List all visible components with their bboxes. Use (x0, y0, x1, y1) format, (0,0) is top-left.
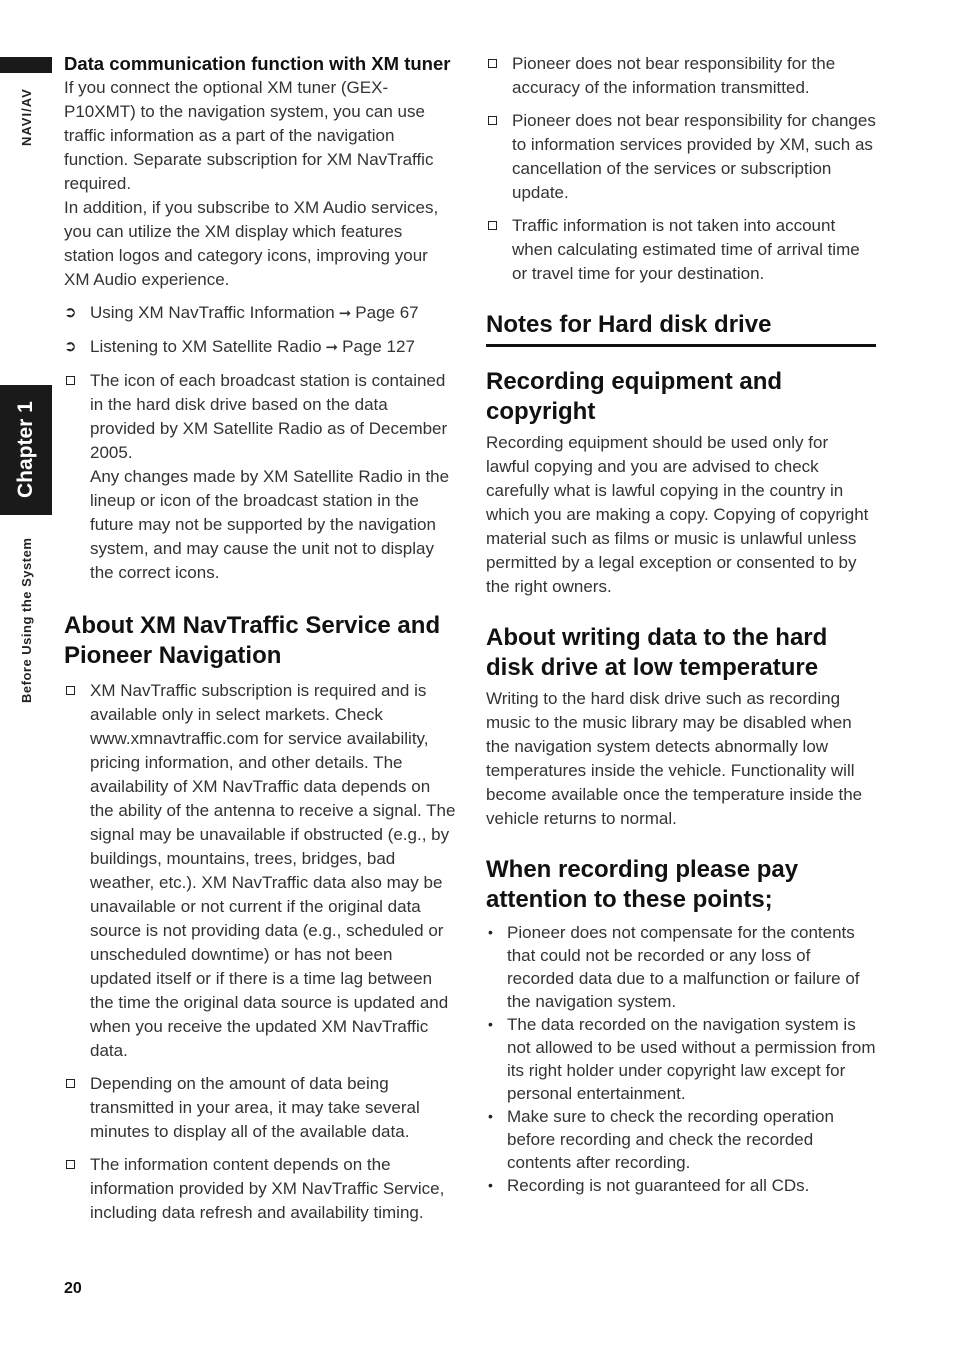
bullet-dot-icon: • (488, 1016, 493, 1032)
note-text: XM NavTraffic subscription is required and is available only in select markets. Check www.xmnavtraffic.com for service availability, pricing information, and other details. The availability of XM NavTraffic data depends on the ability of the antenna to receive a signal. The signal may be unavailable if obstructed (e.g., by buildings, mountains, trees, bridges, bad weather, etc.). XM NavTraffic data also may be unavailable or not current if the original data source is not providing data (e.g., scheduled or unscheduled downtime) or has not been updated itself or if there is a time lag between the time the original data source is updated and when you receive the updated XM NavTraffic data. (90, 681, 456, 1060)
note-text: Any changes made by XM Satellite Radio in the lineup or icon of the broadcast station in the future may not be supported by the navigation system, and may cause the unit not to display the correct icons. (90, 467, 450, 582)
arrow-right-icon: ➞ (338, 305, 352, 322)
checkbox-square-icon (66, 376, 75, 385)
checkbox-square-icon (488, 59, 497, 68)
list-item (486, 1013, 876, 1105)
bullet-dot-icon: • (488, 1177, 493, 1193)
page-reference (64, 335, 456, 360)
paragraph-low-temperature: Writing to the hard disk drive such as recording music to the music library may be disabled when the navigation system detects abnormally low temperatures inside the vehicle. Functionality will become available once the temperature inside the vehicle returns to normal. (486, 689, 863, 828)
note-item (64, 1072, 456, 1144)
note-item (64, 1153, 456, 1225)
heading-low-temperature: About writing data to the hard disk drive at low temperature (486, 624, 828, 681)
list-item-text: The data recorded on the navigation system is not allowed to be used without a permission from its right holder under copyright law except for personal entertainment. (507, 1015, 876, 1103)
reference-text: Listening to XM Satellite Radio (90, 337, 322, 356)
checkbox-square-icon (488, 221, 497, 230)
note-item (64, 679, 456, 1063)
paragraph-xm-audio: In addition, if you subscribe to XM Audio services, you can utilize the XM display which features station logos and category icons, improving your XM Audio experience. (64, 198, 439, 289)
note-item (64, 369, 456, 585)
note-text: The information content depends on the information provided by XM NavTraffic Service, including data refresh and availability timing. (90, 1155, 445, 1222)
note-text: Pioneer does not bear responsibility for the accuracy of the information transmitted. (512, 54, 836, 97)
note-text: Traffic information is not taken into account when calculating estimated time of arrival time or travel time for your destination. (512, 216, 860, 283)
list-item-text: Recording is not guaranteed for all CDs. (507, 1176, 810, 1195)
sidebar-navi-av-label: NAVI/AV (19, 88, 34, 146)
note-text: The icon of each broadcast station is contained in the hard disk drive based on the data provided by XM Satellite Radio as of December 2005. (90, 371, 448, 462)
bullet-list (486, 921, 876, 1197)
checkbox-square-icon (66, 1079, 75, 1088)
paragraph-recording: Recording equipment should be used only for lawful copying and you are advised to check carefully what is lawful copying in the country in which you are making a copy. Copying of copyright material such as films or music is unlawful unless permitted by a legal exception or consented to by the right owners. (486, 433, 869, 596)
bullet-dot-icon: • (488, 1108, 493, 1124)
checkbox-square-icon (488, 116, 497, 125)
reference-arrow-icon: ➲ (64, 304, 77, 321)
note-text: Depending on the amount of data being transmitted in your area, it may take several minutes to display all of the available data. (90, 1074, 420, 1141)
chapter-tab: Chapter 1 (0, 385, 52, 515)
list-item (486, 921, 876, 1013)
heading-about-xm-navtraffic: About XM NavTraffic Service and Pioneer Navigation (64, 612, 441, 669)
left-column (64, 52, 456, 1225)
bullet-dot-icon: • (488, 924, 493, 940)
reference-arrow-icon: ➲ (64, 338, 77, 355)
note-item (486, 52, 876, 100)
checkbox-square-icon (66, 686, 75, 695)
arrow-right-icon: ➞ (325, 339, 339, 356)
page-number: 20 (64, 1280, 82, 1297)
list-item (486, 1105, 876, 1174)
sidebar-top-bar (0, 57, 52, 73)
heading-notes-hard-disk: Notes for Hard disk drive (486, 310, 876, 347)
reference-text: Using XM NavTraffic Information (90, 303, 335, 322)
right-column (486, 52, 876, 1197)
heading-recording-copyright: Recording equipment and copyright (486, 368, 783, 425)
note-item (486, 109, 876, 205)
list-item-text: Make sure to check the recording operation before recording and check the recorded contents after recording. (507, 1107, 834, 1172)
page-reference (64, 301, 456, 326)
reference-page: Page 67 (355, 303, 419, 322)
paragraph-connect-xm: If you connect the optional XM tuner (GEX-P10XMT) to the navigation system, you can use traffic information as a part of the navigation function. Separate subscription for XM NavTraffic required. (64, 78, 434, 193)
list-item-text: Pioneer does not compensate for the contents that could not be recorded or any loss of recorded data due to a malfunction or failure of the navigation system. (507, 923, 860, 1011)
heading-data-communication: Data communication function with XM tuner (64, 53, 451, 74)
note-text: Pioneer does not bear responsibility for changes to information services provided by XM, such as cancellation of the services or subscription update. (512, 111, 876, 202)
checkbox-square-icon (66, 1160, 75, 1169)
list-item (486, 1174, 876, 1197)
heading-when-recording: When recording please pay attention to these points; (486, 856, 799, 913)
sidebar-section-label: Before Using the System (19, 537, 34, 703)
reference-page: Page 127 (342, 337, 415, 356)
note-item (486, 214, 876, 286)
